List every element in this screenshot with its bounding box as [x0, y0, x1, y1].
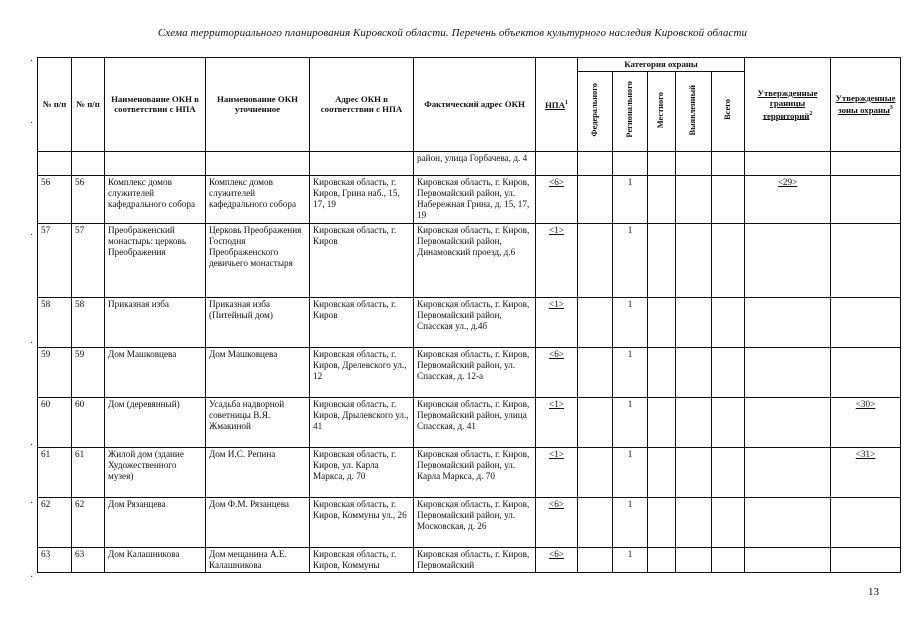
- table-row: [38, 297, 901, 347]
- cell-name: Дом Калашникова: [105, 547, 206, 572]
- page-title: Схема территориального планирования Кировской области. Перечень объектов культурного наследия Кировской области: [157, 27, 748, 39]
- cell-name: Приказная изба: [105, 297, 206, 347]
- cell-n2: 61: [72, 447, 105, 497]
- cell-npa: <1>: [536, 223, 578, 297]
- cell-zones: [831, 497, 901, 547]
- cell-address-actual: Кировская область, г. Киров, Первомайский: [414, 547, 536, 572]
- table-row: [38, 347, 901, 397]
- cell-address: Кировская область, г. Киров, Грина наб., 15, 17, 19: [310, 175, 414, 223]
- header-boundaries: Утвержденные границы территорий$^2$: [745, 58, 831, 152]
- cell-regional: 1: [613, 447, 648, 497]
- cell-address-actual: Кировская область, г. Киров, Первомайский район, ул. Московская, д. 26: [414, 497, 536, 547]
- cell-zones: [831, 347, 901, 397]
- cell-address: Кировская область, г. Киров, Коммуны ул., 26: [310, 497, 414, 547]
- cell-n1: 62: [38, 497, 72, 547]
- table-row: [38, 497, 901, 547]
- header-address-actual: Фактический адрес ОКН: [414, 58, 536, 152]
- cell-npa: <1>: [536, 447, 578, 497]
- cell-n1: 58: [38, 297, 72, 347]
- cell-n1: 56: [38, 175, 72, 223]
- header-cat-federal: Федерального: [578, 71, 613, 151]
- heritage-table: [37, 57, 901, 573]
- cell-n1: 63: [38, 547, 72, 572]
- cell-name-refined: Приказная изба (Питейный дом): [206, 297, 310, 347]
- cell-boundaries: [745, 223, 831, 297]
- cell-n2: 56: [72, 175, 105, 223]
- cell-address-actual: Кировская область, г. Киров, Первомайский район, ул. Карла Маркса, д. 70: [414, 447, 536, 497]
- margin-mark: ·: [30, 338, 34, 349]
- cell-npa: <1>: [536, 297, 578, 347]
- cell-address: Кировская область, г. Киров, Дрылевского ул., 41: [310, 397, 414, 447]
- cell-name-refined: Усадьба надворной советницы В.Я. Жмакиной: [206, 397, 310, 447]
- cell-name-refined: Церковь Преображения Господня Преображенского девичьего монастыря: [206, 223, 310, 297]
- cell-name: Преображенский монастырь: церковь Преображения: [105, 223, 206, 297]
- cell-address-actual: Кировская область, г. Киров, Первомайский район, ул. Спасская, д. 12-а: [414, 347, 536, 397]
- cell-n2: 59: [72, 347, 105, 397]
- header-address-npa: Адрес ОКН в соответствии с НПА: [310, 58, 414, 152]
- margin-mark: ·: [30, 56, 34, 67]
- cell-address: Кировская область, г. Киров: [310, 223, 414, 297]
- cell-address-actual: Кировская область, г. Киров, Первомайский район, улица Спасская, д. 41: [414, 397, 536, 447]
- cell-name: Дом Рязанцева: [105, 497, 206, 547]
- cell-n2: 62: [72, 497, 105, 547]
- cell-npa: <1>: [536, 397, 578, 447]
- cell-n2: 63: [72, 547, 105, 572]
- header-n-pp: № п/п: [38, 58, 72, 152]
- cell-zones: <30>: [831, 397, 901, 447]
- table-row: [38, 175, 901, 223]
- header-cat-identified: Выявленный: [676, 71, 712, 151]
- cell-regional: 1: [613, 175, 648, 223]
- cell-regional: 1: [613, 223, 648, 297]
- header-cat-total: Всего: [712, 71, 745, 151]
- cell-npa: <6>: [536, 497, 578, 547]
- cell-boundaries: [745, 347, 831, 397]
- table-row: [38, 223, 901, 297]
- header-cat-local: Местного: [648, 71, 676, 151]
- cell-n2: 60: [72, 397, 105, 447]
- cell-address-actual: Кировская область, г. Киров, Первомайский район, Спасская ул., д.4б: [414, 297, 536, 347]
- cell-name-refined: Дом Машковцева: [206, 347, 310, 397]
- cell-npa: <6>: [536, 175, 578, 223]
- cell-name: Жилой дом (здание Художественного музея): [105, 447, 206, 497]
- cell-boundaries: [745, 547, 831, 572]
- header-zones: Утвержденные зоны охраны$^3$: [831, 58, 901, 152]
- cell-name-refined: Дом мещанина А.Е. Калашникова: [206, 547, 310, 572]
- cell-name: Комплекс домов служителей кафедрального собора: [105, 175, 206, 223]
- cell-n1: 59: [38, 347, 72, 397]
- cell-regional: 1: [613, 547, 648, 572]
- cell-zones: [831, 547, 901, 572]
- cell-boundaries: <29>: [745, 175, 831, 223]
- cell-zones: [831, 175, 901, 223]
- margin-mark: ·: [30, 230, 34, 241]
- cell-regional: 1: [613, 297, 648, 347]
- cell-regional: 1: [613, 497, 648, 547]
- table-row: [38, 151, 901, 175]
- cell-address-actual: район, улица Горбачева, д. 4: [414, 151, 536, 175]
- cell-zones: <31>: [831, 447, 901, 497]
- cell-boundaries: [745, 297, 831, 347]
- cell-name-refined: Дом Ф.М. Рязанцева: [206, 497, 310, 547]
- cell-name-refined: Дом И.С. Репина: [206, 447, 310, 497]
- cell-name-refined: Комплекс домов служителей кафедрального собора: [206, 175, 310, 223]
- cell-zones: [831, 223, 901, 297]
- table-row: [38, 547, 901, 572]
- margin-mark: ·: [30, 440, 34, 451]
- cell-zones: [831, 297, 901, 347]
- table-row: [38, 397, 901, 447]
- cell-regional: 1: [613, 347, 648, 397]
- header-name-refined: Наименование ОКН уточненное: [206, 58, 310, 152]
- header-npa: НПА$^1$: [536, 58, 578, 152]
- cell-address: Кировская область, г. Киров: [310, 297, 414, 347]
- cell-name: Дом (деревянный): [105, 397, 206, 447]
- cell-n2: 58: [72, 297, 105, 347]
- cell-regional: 1: [613, 397, 648, 447]
- cell-boundaries: [745, 397, 831, 447]
- cell-n1: 60: [38, 397, 72, 447]
- header-n-pp: № п/п: [72, 58, 105, 152]
- margin-mark: ·: [30, 498, 34, 509]
- cell-boundaries: [745, 447, 831, 497]
- header-name-npa: Наименование ОКН в соответствии с НПА: [105, 58, 206, 152]
- header-category-group: Категория охраны: [578, 58, 745, 72]
- margin-mark: ·: [30, 572, 34, 583]
- cell-address: Кировская область, г. Киров, ул. Карла Маркса, д. 70: [310, 447, 414, 497]
- page-number: 13: [868, 586, 879, 598]
- cell-npa: <6>: [536, 347, 578, 397]
- cell-address: Кировская область, г. Киров, Коммуны: [310, 547, 414, 572]
- margin-mark: ·: [30, 118, 34, 129]
- cell-n1: 61: [38, 447, 72, 497]
- cell-address: Кировская область, г. Киров, Дрелевского ул., 12: [310, 347, 414, 397]
- cell-n2: 57: [72, 223, 105, 297]
- cell-npa: <6>: [536, 547, 578, 572]
- cell-name: Дом Машковцева: [105, 347, 206, 397]
- cell-boundaries: [745, 497, 831, 547]
- cell-address-actual: Кировская область, г. Киров, Первомайский район, ул. Набережная Грина, д. 15, 17, 19: [414, 175, 536, 223]
- cell-n1: 57: [38, 223, 72, 297]
- table-row: [38, 447, 901, 497]
- cell-address-actual: Кировская область, г. Киров, Первомайский район, Динамовский проезд, д.6: [414, 223, 536, 297]
- header-cat-regional: Регионального: [613, 71, 648, 151]
